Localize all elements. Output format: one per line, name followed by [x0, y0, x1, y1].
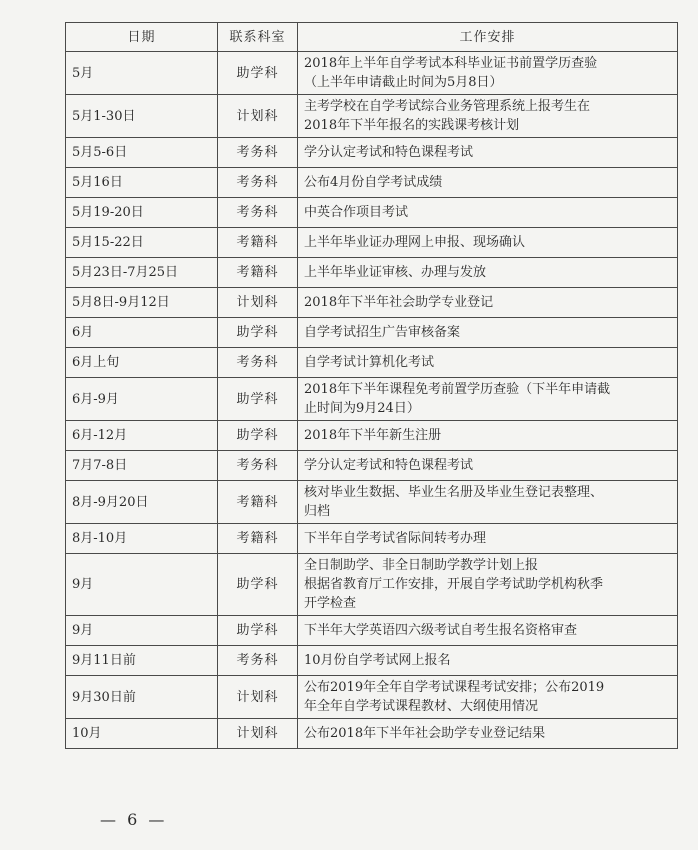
row-date: 5月1-30日 — [66, 95, 218, 138]
task-line: 学分认定考试和特色课程考试 — [304, 458, 474, 473]
task-line: 主考学校在自学考试综合业务管理系统上报考生在 — [304, 99, 591, 114]
row-task — [298, 95, 678, 138]
row-dept: 考务科 — [218, 198, 298, 228]
task-line: 2018年下半年社会助学专业登记 — [304, 295, 494, 310]
row-task — [298, 288, 678, 318]
table-row — [66, 168, 678, 198]
task-line: 学分认定考试和特色课程考试 — [304, 145, 474, 160]
table-row — [66, 451, 678, 481]
row-dept: 助学科 — [218, 421, 298, 451]
row-date: 6月上旬 — [66, 348, 218, 378]
row-dept: 考务科 — [218, 646, 298, 676]
header-task: 工作安排 — [298, 23, 678, 52]
page-number: — 6 — — [100, 810, 168, 829]
row-task — [298, 198, 678, 228]
table-row — [66, 348, 678, 378]
row-task — [298, 318, 678, 348]
row-date: 5月19-20日 — [66, 198, 218, 228]
table-row — [66, 228, 678, 258]
row-date: 8月-10月 — [66, 524, 218, 554]
table-row — [66, 95, 678, 138]
task-line: 2018年上半年自学考试本科毕业证书前置学历查验 — [304, 56, 598, 71]
row-date: 5月23日-7月25日 — [66, 258, 218, 288]
table-row — [66, 554, 678, 616]
table-row — [66, 258, 678, 288]
row-dept: 助学科 — [218, 616, 298, 646]
row-task — [298, 421, 678, 451]
table-row — [66, 524, 678, 554]
table-body — [66, 52, 678, 749]
row-dept: 考务科 — [218, 348, 298, 378]
task-line: 开学检查 — [304, 596, 357, 611]
row-date: 5月 — [66, 52, 218, 95]
row-task — [298, 258, 678, 288]
row-dept: 考务科 — [218, 138, 298, 168]
table-row — [66, 676, 678, 719]
task-line: 自学考试计算机化考试 — [304, 355, 435, 370]
row-task — [298, 481, 678, 524]
row-date: 9月30日前 — [66, 676, 218, 719]
task-line: 核对毕业生数据、毕业生名册及毕业生登记表整理、 — [304, 485, 604, 500]
row-date: 6月-9月 — [66, 378, 218, 421]
task-line: 2018年下半年新生注册 — [304, 428, 442, 443]
task-line: 中英合作项目考试 — [304, 205, 409, 220]
row-dept: 计划科 — [218, 95, 298, 138]
table-row — [66, 481, 678, 524]
row-date: 8月-9月20日 — [66, 481, 218, 524]
table-row — [66, 616, 678, 646]
row-dept: 计划科 — [218, 719, 298, 749]
row-dept: 助学科 — [218, 52, 298, 95]
header-date: 日期 — [66, 23, 218, 52]
table-row — [66, 198, 678, 228]
row-task — [298, 524, 678, 554]
row-date: 7月7-8日 — [66, 451, 218, 481]
table-row — [66, 138, 678, 168]
row-task — [298, 676, 678, 719]
row-date: 5月16日 — [66, 168, 218, 198]
row-task — [298, 52, 678, 95]
row-dept: 计划科 — [218, 676, 298, 719]
header-dept: 联系科室 — [218, 23, 298, 52]
task-line: 根据省教育厅工作安排，开展自学考试助学机构秋季 — [304, 577, 604, 592]
row-date: 10月 — [66, 719, 218, 749]
row-dept: 助学科 — [218, 378, 298, 421]
task-line: 自学考试招生广告审核备案 — [304, 325, 461, 340]
table-row — [66, 52, 678, 95]
row-task — [298, 719, 678, 749]
table-row — [66, 421, 678, 451]
row-dept: 考籍科 — [218, 258, 298, 288]
task-line: 2018年下半年报名的实践课考核计划 — [304, 118, 520, 133]
row-task — [298, 646, 678, 676]
row-date: 9月11日前 — [66, 646, 218, 676]
task-line: 公布4月份自学考试成绩 — [304, 175, 443, 190]
row-dept: 助学科 — [218, 318, 298, 348]
row-dept: 助学科 — [218, 554, 298, 616]
task-line: （上半年申请截止时间为5月8日） — [304, 75, 503, 90]
row-task — [298, 378, 678, 421]
row-dept: 考籍科 — [218, 481, 298, 524]
task-line: 2018年下半年课程免考前置学历查验（下半年申请截 — [304, 382, 611, 397]
table-row — [66, 378, 678, 421]
task-line: 上半年毕业证审核、办理与发放 — [304, 265, 487, 280]
task-line: 公布2019年全年自学考试课程考试安排；公布2019 — [304, 680, 605, 695]
row-date: 5月5-6日 — [66, 138, 218, 168]
task-line: 年全年自学考试课程教材、大纲使用情况 — [304, 699, 539, 714]
row-task — [298, 138, 678, 168]
table-header-row — [66, 23, 678, 52]
task-line: 下半年自学考试省际间转考办理 — [304, 531, 487, 546]
task-line: 全日制助学、非全日制助学教学计划上报 — [304, 558, 539, 573]
row-dept: 考籍科 — [218, 524, 298, 554]
work-schedule-table — [65, 22, 678, 749]
row-dept: 考务科 — [218, 451, 298, 481]
row-date: 6月-12月 — [66, 421, 218, 451]
row-dept: 计划科 — [218, 288, 298, 318]
task-line: 归档 — [304, 504, 331, 519]
task-line: 止时间为9月24日） — [304, 401, 420, 416]
task-line: 下半年大学英语四六级考试自考生报名资格审查 — [304, 623, 578, 638]
row-date: 5月15-22日 — [66, 228, 218, 258]
table-row — [66, 646, 678, 676]
table-row — [66, 719, 678, 749]
row-task — [298, 168, 678, 198]
row-date: 9月 — [66, 554, 218, 616]
row-date: 5月8日-9月12日 — [66, 288, 218, 318]
task-line: 公布2018年下半年社会助学专业登记结果 — [304, 726, 546, 741]
row-date: 6月 — [66, 318, 218, 348]
row-task — [298, 616, 678, 646]
row-task — [298, 451, 678, 481]
table-row — [66, 318, 678, 348]
row-task — [298, 228, 678, 258]
row-task — [298, 348, 678, 378]
table-row — [66, 288, 678, 318]
row-date: 9月 — [66, 616, 218, 646]
row-dept: 考务科 — [218, 168, 298, 198]
task-line: 上半年毕业证办理网上申报、现场确认 — [304, 235, 526, 250]
row-dept: 考籍科 — [218, 228, 298, 258]
row-task — [298, 554, 678, 616]
task-line: 10月份自学考试网上报名 — [304, 653, 451, 668]
